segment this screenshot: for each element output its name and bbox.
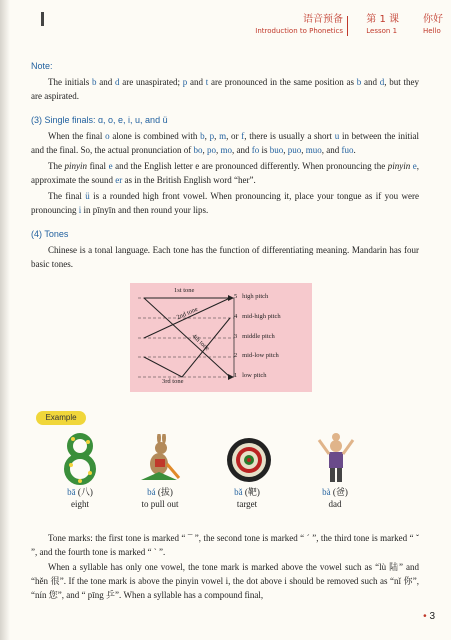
example-pinyin: bā	[67, 487, 76, 497]
single-finals-p1: When the final o alone is combined with b, p, m, or f, there is usually a short u in between the initial and the final. So, the actual pronunciation of bo, po, mo, and fo is buo, puo, muo, and fuo.	[31, 131, 420, 155]
pitch-level-5: 5 high pitch	[234, 293, 269, 300]
example-pinyin: bà	[322, 487, 331, 497]
header-lesson-section	[255, 14, 343, 36]
header-separator	[347, 16, 348, 36]
tone-diagram	[130, 283, 312, 392]
single-finals-heading: (3) Single finals: ɑ, o, e, i, u, and ü	[31, 115, 168, 125]
header-lesson-cn: 语音预备	[303, 14, 343, 25]
example-item-eight	[45, 486, 115, 510]
example-item-dad	[300, 486, 370, 510]
pitch-level-2: 2 mid-low pitch	[234, 352, 279, 359]
tone-marks-paragraph-2: When a syllable has only one vowel, the tone mark is marked above the vowel such as “lù 陆” and “hěn 很”. If the tone mark is above the pinyin vowel i, the dot above i should be removed such as “nǐ 你”, “nín 您”, and “ pīng 乒”. When a syllable has a compound final,	[31, 562, 419, 600]
single-finals-p3: The final ü is a rounded high front vowel. When pronouncing it, place your tongue as if you were pronouncing i in pīnyīn and then round your lips.	[31, 191, 419, 215]
header-title	[423, 14, 443, 36]
example-hanzi: (爸)	[332, 487, 348, 497]
pitch-level-1: 1 low pitch	[234, 372, 267, 379]
example-hanzi: (靶)	[244, 487, 260, 497]
tone-marks-section	[31, 531, 419, 603]
example-item-target	[212, 486, 282, 510]
example-badge: Example	[36, 411, 86, 425]
main-content	[31, 59, 419, 273]
header-title-cn: 你好	[423, 14, 443, 25]
tone-label-3rd: 3rd tone	[162, 378, 184, 385]
header-lesson-num-en: Lesson 1	[366, 27, 398, 35]
number-eight-flower-picture	[63, 433, 97, 485]
example-meaning: dad	[328, 499, 342, 509]
page-number: • 3	[423, 611, 435, 622]
father-carrying-child-picture	[313, 432, 359, 484]
example-hanzi: (拔)	[157, 487, 173, 497]
tone-label-1st: 1st tone	[174, 287, 195, 294]
tone-label-2nd: 2nd tone	[175, 305, 200, 322]
tones-paragraph: Chinese is a tonal language. Each tone has the function of differentiating meaning. Mandarin has four basic tones.	[31, 245, 419, 269]
page-spine-shadow	[0, 0, 10, 640]
header-lesson-en: Introduction to Phonetics	[255, 27, 343, 35]
header-title-en: Hello	[423, 27, 441, 35]
tone-diagram-lines	[130, 283, 312, 392]
example-meaning: target	[236, 499, 258, 509]
top-margin-mark	[41, 12, 44, 26]
example-item-pull-out	[125, 486, 195, 510]
header-lesson-number	[366, 14, 399, 36]
example-pinyin: bǎ	[234, 487, 243, 497]
tones-heading: (4) Tones	[31, 229, 69, 239]
tone-marks-paragraph-1: Tone marks: the first tone is marked “ ¯ ”, the second tone is marked “ ˊ ”, the third tone is marked “ ˇ ”, and the fourth tone is marked “ ˋ ”.	[31, 533, 419, 557]
page-header	[243, 14, 443, 38]
header-lesson-num-cn: 第 1 课	[366, 14, 399, 25]
note-heading: Note:	[31, 61, 53, 71]
pitch-level-3: 3 middle pitch	[234, 333, 275, 340]
tone-label-4th: 4th tone	[190, 332, 211, 353]
rabbit-pulling-carrot-picture	[137, 434, 185, 484]
example-meaning: eight	[71, 499, 89, 509]
example-meaning: to pull out	[141, 499, 179, 509]
example-pinyin: bá	[147, 487, 156, 497]
example-hanzi: (八)	[77, 487, 93, 497]
note-paragraph: The initials b and d are unaspirated; p and t are pronounced in the same position as b and d, but they are aspirated.	[31, 77, 419, 101]
single-finals-p2: The pinyin final e and the English letter e are pronounced differently. When pronouncing the pinyin e, approximate the sound er as in the British English word “her”.	[31, 161, 419, 185]
dartboard-picture	[225, 436, 273, 484]
pitch-level-4: 4 mid-high pitch	[234, 313, 281, 320]
